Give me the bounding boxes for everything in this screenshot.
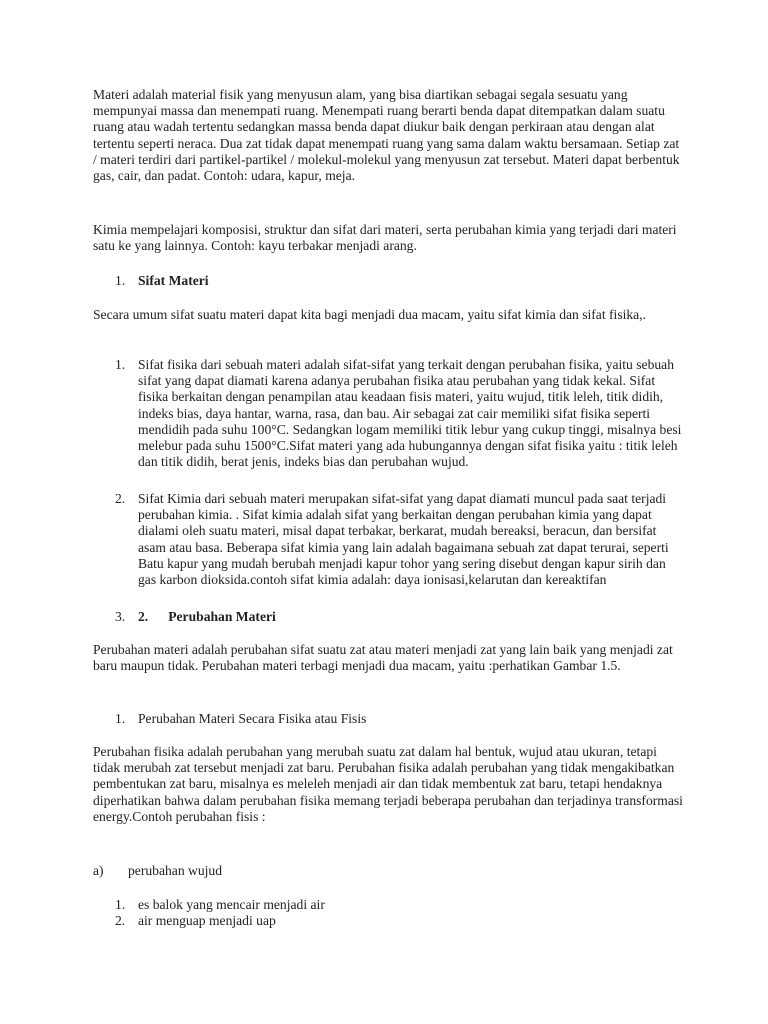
list-number: 2. [115, 913, 126, 928]
list-text: Sifat fisika dari sebuah materi adalah sifat-sifat yang terkait dengan perubahan fisika, yaitu sebuah sifat yang dapat diamati karena adanya perubahan fisika atau perubahan yang tidak kekal. Sifat fisika berkaitan dengan penampilan atau keadaan fisis materi, yaitu wujud, titik leleh, titik didih, indeks bias, daya hantar, warna, rasa, dan bau. Air sebagai zat cair memiliki sifat fisika seperti mendidih pada suhu 100°C. Sedangkan logam memiliki titik lebur yang cukup tinggi, misalnya besi melebur pada suhu 1500°C.Sifat materi yang ada hubungannya dengan sifat fisika yaitu : titik leleh dan titik didih, berat jenis, indeks bias dan perubahan wujud. [138, 357, 682, 470]
kimia-paragraph: Kimia mempelajari komposisi, struktur dan sifat dari materi, serta perubahan kimia yang terjadi dari materi satu ke yang lainnya. Contoh: kayu terbakar menjadi arang. [93, 222, 677, 254]
subsection-number: 1. [115, 711, 126, 726]
sifat-paragraph: Secara umum sifat suatu materi dapat kita bagi menjadi dua macam, yaitu sifat kimia dan sifat fisika,. [93, 307, 647, 322]
section-label: 2. [138, 609, 149, 624]
section-title [138, 609, 683, 625]
fisika-paragraph: Perubahan fisika adalah perubahan yang merubah suatu zat dalam hal bentuk, wujud atau ukuran, tetapi tidak merubah zat tersebut menjadi zat baru. Perubahan fisika adalah perubahan yang tidak mengakibatkan pembentukan zat baru, misalnya es meleleh menjadi air dan tidak membentuk zat baru, tetapi hendaknya diperhatikan bahwa dalam perubahan fisika memang terjadi beberapa perubahan dan terjadinya transformasi energy.Contoh perubahan fisis : [93, 744, 683, 824]
list-text: Sifat Kimia dari sebuah materi merupakan sifat-sifat yang dapat diamati muncul pada saat terjadi perubahan kimia. . Sifat kimia adalah sifat yang berkaitan dengan perubahan kimia yang dapat dialami oleh suatu materi, misal dapat terbakar, berkarat, mudah bereaksi, beracun, dan bersifat asam atau basa. Beberapa sifat kimia yang lain adalah bagaimana sebuah zat dapat terurai, seperti Batu kapur yang mudah berubah menjadi kapur tohor yang sering disebut dengan kapur sirih dan gas karbon dioksida.contoh sifat kimia adalah: daya ionisasi,kelarutan dan kereaktifan [138, 491, 669, 588]
section-number: 3. [115, 609, 126, 624]
alpha-text: perubahan wujud [128, 863, 222, 878]
subsection-title: Perubahan Materi Secara Fisika atau Fisis [138, 711, 367, 726]
section-title: Sifat Materi [138, 273, 209, 288]
list-number: 2. [115, 491, 126, 506]
perubahan-paragraph: Perubahan materi adalah perubahan sifat suatu zat atau materi menjadi zat yang lain baik yang menjadi zat baru maupun tidak. Perubahan materi terbagi menjadi dua macam, yaitu :perhatikan Gambar 1.5. [93, 642, 673, 674]
section-title-text: Perubahan Materi [168, 609, 276, 624]
list-text: air menguap menjadi uap [138, 913, 276, 928]
section-number: 1. [115, 273, 126, 288]
list-number: 1. [115, 897, 126, 912]
list-number: 1. [115, 357, 126, 372]
intro-paragraph: Materi adalah material fisik yang menyusun alam, yang bisa diartikan sebagai segala sesuatu yang mempunyai massa dan menempati ruang. Menempati ruang berarti benda dapat ditempatkan dalam suatu ruang atau wadah tertentu sedangkan massa benda dapat diukur baik dengan perkiraan atau dengan alat tertentu seperti neraca. Dua zat tidak dapat menempati ruang yang sama dalam waktu bersamaan. Setiap zat / materi terdiri dari partikel-partikel / molekul-molekul yang menyusun zat tersebut. Materi dapat berbentuk gas, cair, dan padat. Contoh: udara, kapur, meja. [93, 87, 680, 184]
list-text: es balok yang mencair menjadi air [138, 897, 325, 912]
alpha-label: a) [93, 863, 104, 878]
